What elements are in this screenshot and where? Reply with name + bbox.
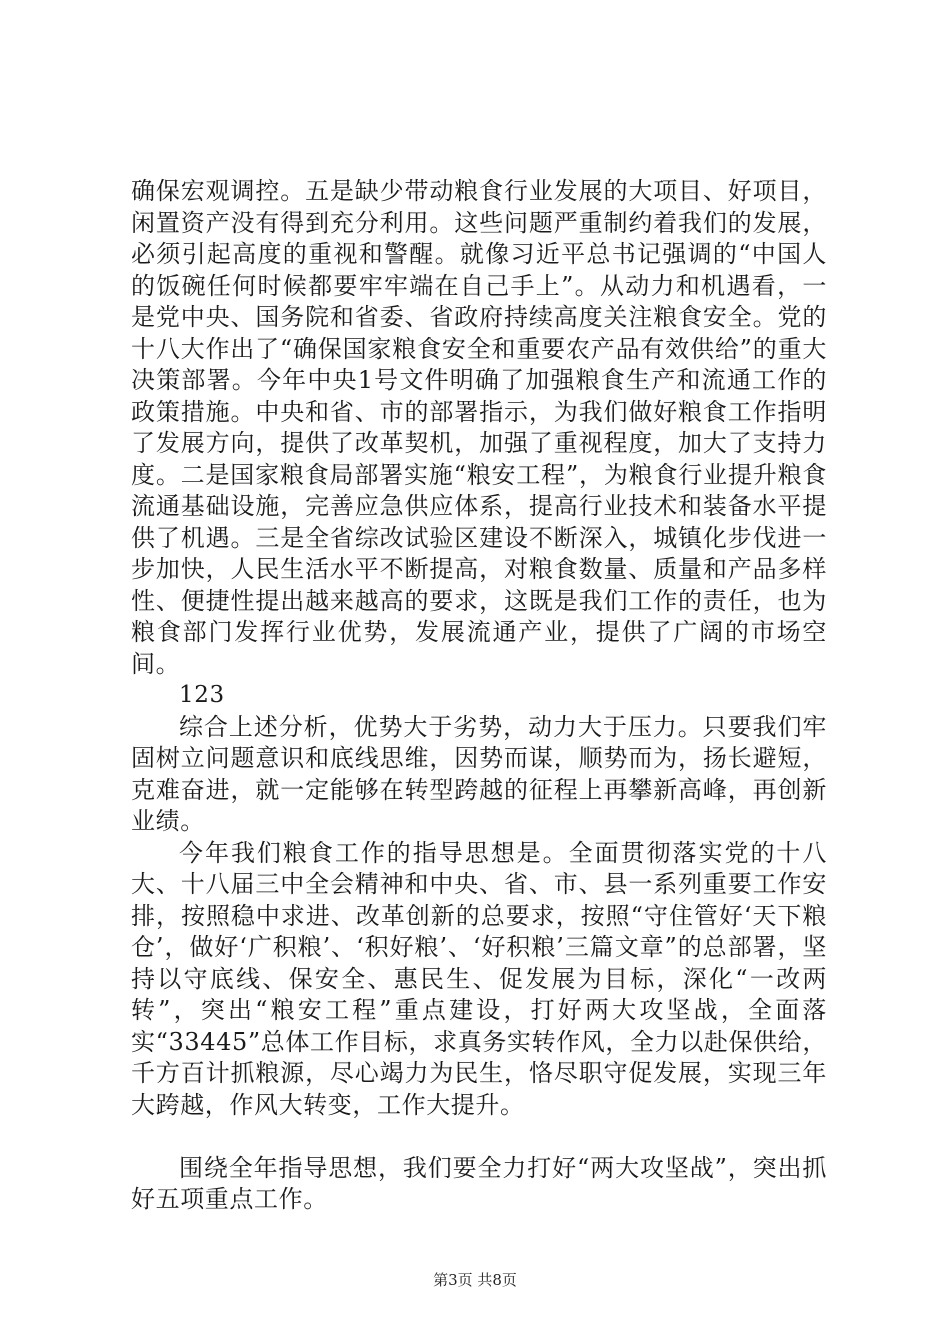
- paragraph-guiding-ideology: 今年我们粮食工作的指导思想是。全面贯彻落实党的十八大、十八届三中全会精神和中央、省、市、县一系列重要工作安排，按照稳中求进、改革创新的总要求，按照“守住管好‘天下粮仓’，做好‘广积粮’、‘积好粮’、‘好积粮’三篇文章”的总部署，坚持以守底线、保安全、惠民生、促发展为目标，深化“一改两转”，突出“粮安工程”重点建设，打好两大攻坚战，全面落实“33445”总体工作目标，求真务实转作风，全力以赴保供给，千方百计抓粮源，尽心竭力为民生，恪尽职守促发展，实现三年大跨越，作风大转变，工作大提升。: [131, 838, 827, 1119]
- inline-page-marker: 123: [179, 682, 225, 708]
- page-footer: [0, 1270, 950, 1290]
- paragraph-key-tasks: 围绕全年指导思想，我们要全力打好“两大攻坚战”，突出抓好五项重点工作。: [131, 1153, 827, 1213]
- document-body: [131, 176, 827, 1216]
- page-number-label: 第3页 共8页: [433, 1271, 517, 1289]
- paragraph-summary: 综合上述分析，优势大于劣势，动力大于压力。只要我们牢固树立问题意识和底线思维，因势而谋，顺势而为，扬长避短，克难奋进，就一定能够在转型跨越的征程上再攀新高峰，再创新业绩。: [131, 712, 827, 835]
- paragraph-continued: 确保宏观调控。五是缺少带动粮食行业发展的大项目、好项目，闲置资产没有得到充分利用。这些问题严重制约着我们的发展，必须引起高度的重视和警醒。就像习近平总书记强调的“中国人的饭碗任何时候都要牢牢端在自己手上”。从动力和机遇看，一是党中央、国务院和省委、省政府持续高度关注粮食安全。党的十八大作出了“确保国家粮食安全和重要农产品有效供给”的重大决策部署。今年中央1号文件明确了加强粮食生产和流通工作的政策措施。中央和省、市的部署指示，为我们做好粮食工作指明了发展方向，提供了改革契机，加强了重视程度，加大了支持力度。二是国家粮食局部署实施“粮安工程”，为粮食行业提升粮食流通基础设施，完善应急供应体系，提高行业技术和装备水平提供了机遇。三是全省综改试验区建设不断深入，城镇化步伐进一步加快，人民生活水平不断提高，对粮食数量、质量和产品多样性、便捷性提出越来越高的要求，这既是我们工作的责任，也为粮食部门发挥行业优势，发展流通产业，提供了广阔的市场空间。: [131, 177, 827, 678]
